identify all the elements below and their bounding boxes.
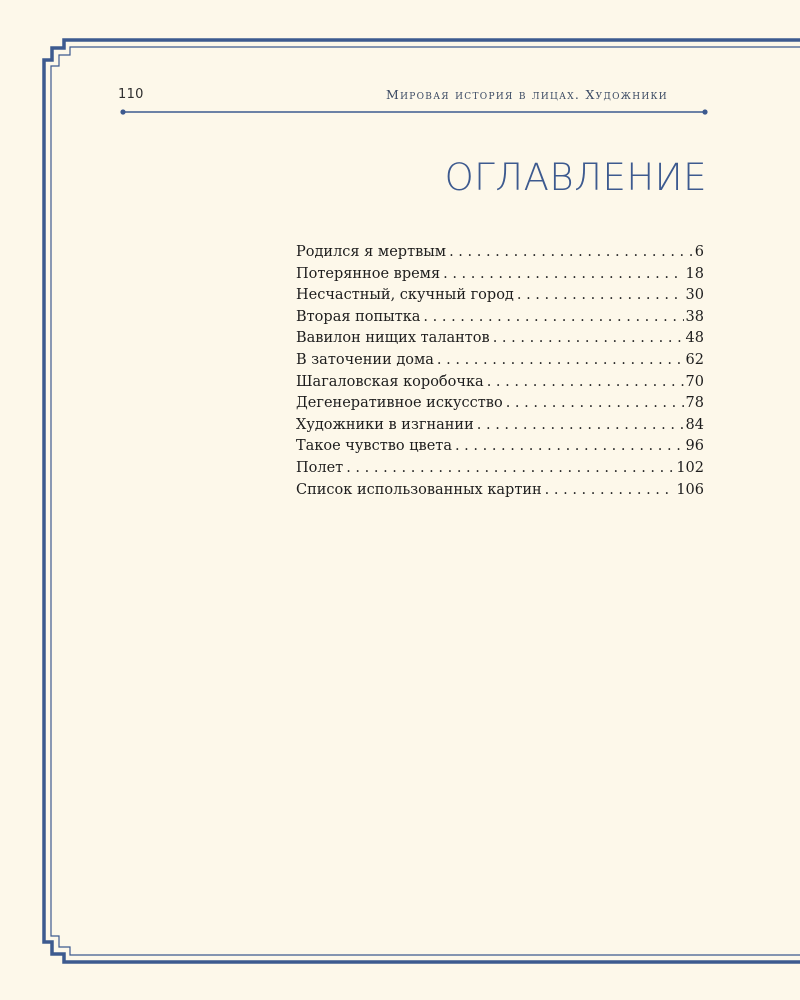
toc-entry — [296, 244, 704, 266]
toc-entry-page: 84 — [685, 416, 704, 433]
toc-entry — [296, 438, 704, 460]
toc-leader-dots — [455, 438, 684, 454]
toc-entry-title: Такое чувство цвета — [296, 438, 452, 455]
toc-entry-page: 70 — [685, 373, 704, 390]
toc-leader-dots — [493, 330, 684, 346]
toc-entry-page: 106 — [676, 481, 704, 498]
page-header — [118, 87, 708, 107]
header-rule-left-dot — [120, 109, 125, 114]
toc-entry-title: Вторая попытка — [296, 308, 421, 325]
toc-leader-dots — [346, 460, 674, 476]
toc-entry — [296, 287, 704, 309]
toc-entry-page: 96 — [685, 438, 704, 455]
toc-entry-title: Вавилон нищих талантов — [296, 330, 490, 347]
header-rule-right-dot — [702, 109, 707, 114]
toc-leader-dots — [437, 352, 684, 368]
toc-entry-title: Дегенеративное искусство — [296, 395, 503, 412]
running-title: Мировая история в лицах. Художники — [386, 87, 668, 102]
toc-leader-dots — [487, 374, 684, 390]
toc-entry — [296, 330, 704, 352]
toc-entry-page: 78 — [685, 395, 704, 412]
toc-entry — [296, 266, 704, 288]
contents-heading: ОГЛАВЛЕНИЕ — [444, 156, 707, 199]
toc-leader-dots — [545, 482, 675, 498]
toc-entry-title: Несчастный, скучный город — [296, 287, 514, 304]
toc-entry-page: 18 — [685, 265, 704, 282]
toc-entry — [296, 352, 704, 374]
table-of-contents — [296, 244, 704, 503]
toc-entry-title: Шагаловская коробочка — [296, 373, 484, 390]
toc-entry-title: Художники в изгнании — [296, 416, 474, 433]
toc-entry-page: 62 — [685, 351, 704, 368]
toc-entry-page: 38 — [685, 308, 704, 325]
toc-entry — [296, 417, 704, 439]
toc-entry-page: 102 — [676, 459, 704, 476]
toc-entry — [296, 460, 704, 482]
toc-leader-dots — [506, 395, 684, 411]
toc-leader-dots — [477, 417, 684, 433]
toc-entry-title: В заточении дома — [296, 351, 434, 368]
page-number: 110 — [118, 87, 144, 102]
toc-leader-dots — [423, 309, 683, 325]
toc-leader-dots — [443, 266, 683, 282]
toc-leader-dots — [517, 287, 684, 303]
toc-entry — [296, 395, 704, 417]
toc-entry-title: Полет — [296, 459, 344, 476]
toc-entry — [296, 309, 704, 331]
toc-entry-page: 30 — [685, 287, 704, 304]
toc-entry-title: Родился я мертвым — [296, 244, 447, 260]
toc-entry — [296, 482, 704, 504]
toc-entry-page: 48 — [685, 330, 704, 347]
toc-leader-dots — [449, 244, 693, 260]
toc-entry-title: Потерянное время — [296, 265, 441, 282]
toc-entry — [296, 374, 704, 396]
toc-entry-title: Список использованных картин — [296, 481, 542, 498]
toc-entry-page: 6 — [694, 244, 704, 260]
